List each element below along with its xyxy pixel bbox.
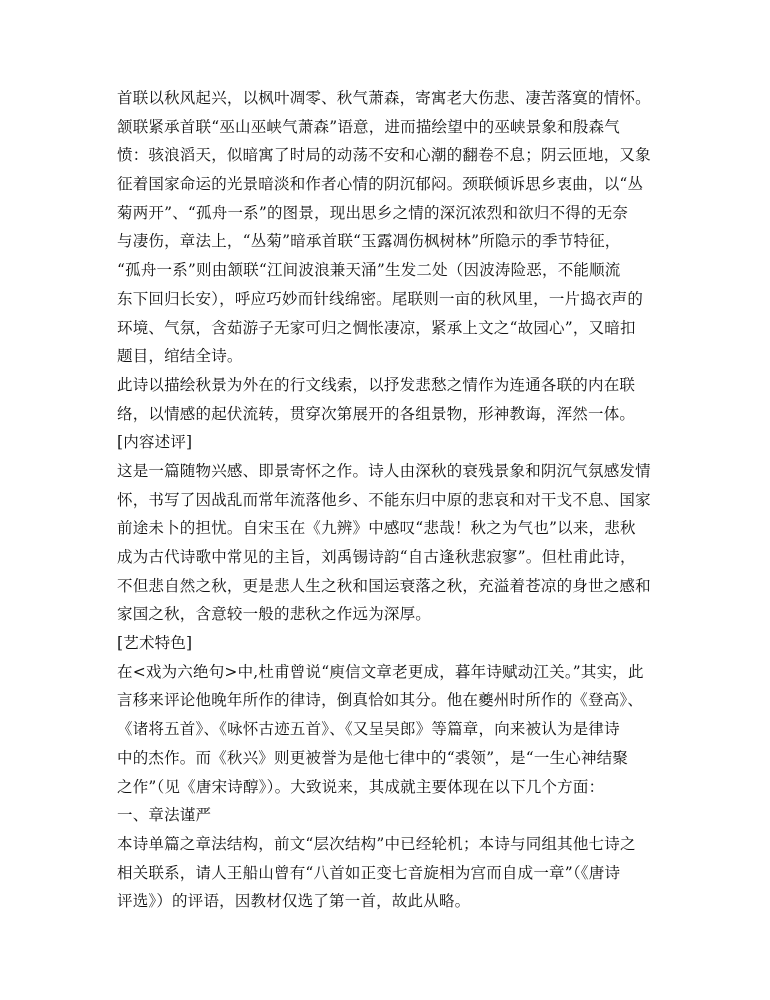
text-line: 在<戏为六绝句>中,杜甫曾说“庾信文章老更成，暮年诗赋动江关。”其实，此 xyxy=(117,662,644,681)
text-line: 题目，绾结全诗。 xyxy=(117,347,243,366)
text-line: 评选》）的评语，因教材仅选了第一首，故此从略。 xyxy=(117,892,471,911)
text-line: 不但悲自然之秋，更是悲人生之秋和国运衰落之秋，充溢着苍凉的身世之感和 xyxy=(117,576,651,595)
text-line: 相关联系，请人王船山曾有“八首如正变七音旋相为宫而自成一章”（《唐诗 xyxy=(117,863,621,882)
text-line: 前途未卜的担忧。自宋玉在《九辨》中感叹“悲哉！秋之为气也”以来，悲秋 xyxy=(117,519,636,538)
text-line: 言移来评论他晚年所作的律诗，倒真恰如其分。他在夔州时所作的《登高》、 xyxy=(117,691,644,710)
text-line: 本诗单篇之章法结构，前文“层次结构”中已经轮机；本诗与同组其他七诗之 xyxy=(117,834,636,853)
text-line: 菊两开”、“孤舟一系”的图景，现出思乡之情的深沉浓烈和欲归不得的无奈 xyxy=(117,203,629,222)
text-line: 征着国家命运的光景暗淡和作者心情的阴沉郁闷。颈联倾诉思乡衷曲，以“丛 xyxy=(117,175,644,194)
text-line: 与凄伤，章法上，“丛菊”暗承首联“玉露凋伤枫树林”所隐示的季节特征， xyxy=(117,232,621,251)
text-line: 东下回归长安），呼应巧妙而针线绵密。尾联则一亩的秋风里，一片捣衣声的 xyxy=(117,289,644,308)
text-line: 络，以情感的起伏流转，贯穿次第展开的各组景物，形神教诲，浑然一体。 xyxy=(117,404,636,423)
text-line: 愤：骇浪滔天，似暗寓了时局的动荡不安和心潮的翻卷不息；阴云匝地，又象 xyxy=(117,146,651,165)
text-line: 这是一篇随物兴感、即景寄怀之作。诗人由深秋的衰残景象和阴沉气氛感发情 xyxy=(117,461,651,480)
text-line: 成为古代诗歌中常见的主旨，刘禹锡诗韵“自古逢秋悲寂寥”。但杜甫此诗， xyxy=(117,548,636,566)
text-line: 环境、气氛，含茹游子无家可归之惆怅凄凉，紧承上文之“故园心”，又暗扣 xyxy=(117,318,636,337)
text-line: “孤舟一系”则由颔联“江间波浪兼天涌”生发二处（因波涛险恶，不能顺流 xyxy=(117,261,621,280)
text-line: 之作”（见《唐宋诗醇》）。大致说来，其成就主要体现在以下几个方面： xyxy=(117,777,605,796)
text-line: 颔联紧承首联“巫山巫峡气萧森”语意，进而描绘望中的巫峡景象和殷森气 xyxy=(117,117,620,136)
text-line: 首联以秋风起兴，以枫叶凋零、秋气萧森，寄寓老大伤悲、凄苦落寞的情怀。 xyxy=(117,89,651,107)
text-line: 怀，书写了因战乱而常年流落他乡、不能东归中原的悲哀和对干戈不息、国家 xyxy=(117,490,651,509)
text-line: 此诗以描绘秋景为外在的行文线索，以抒发悲愁之情作为连通各联的内在联 xyxy=(117,375,636,394)
text-line: 《诸将五首》、《咏怀古迹五首》、《又呈吴郎》等篇章，向来被认为是律诗 xyxy=(117,720,620,739)
section-heading-artistic-features: [艺术特色] xyxy=(117,634,193,653)
subsection-heading-structure: 一、章法谨严 xyxy=(117,806,212,825)
document-page xyxy=(117,84,657,916)
text-line: 家国之秋，含意较一般的悲秋之作远为深厚。 xyxy=(117,605,432,624)
section-heading-content-review: [内容述评] xyxy=(117,433,193,452)
text-line: 中的杰作。而《秋兴》则更被誉为是他七律中的“裘领”，是“一生心神结聚 xyxy=(117,748,629,767)
